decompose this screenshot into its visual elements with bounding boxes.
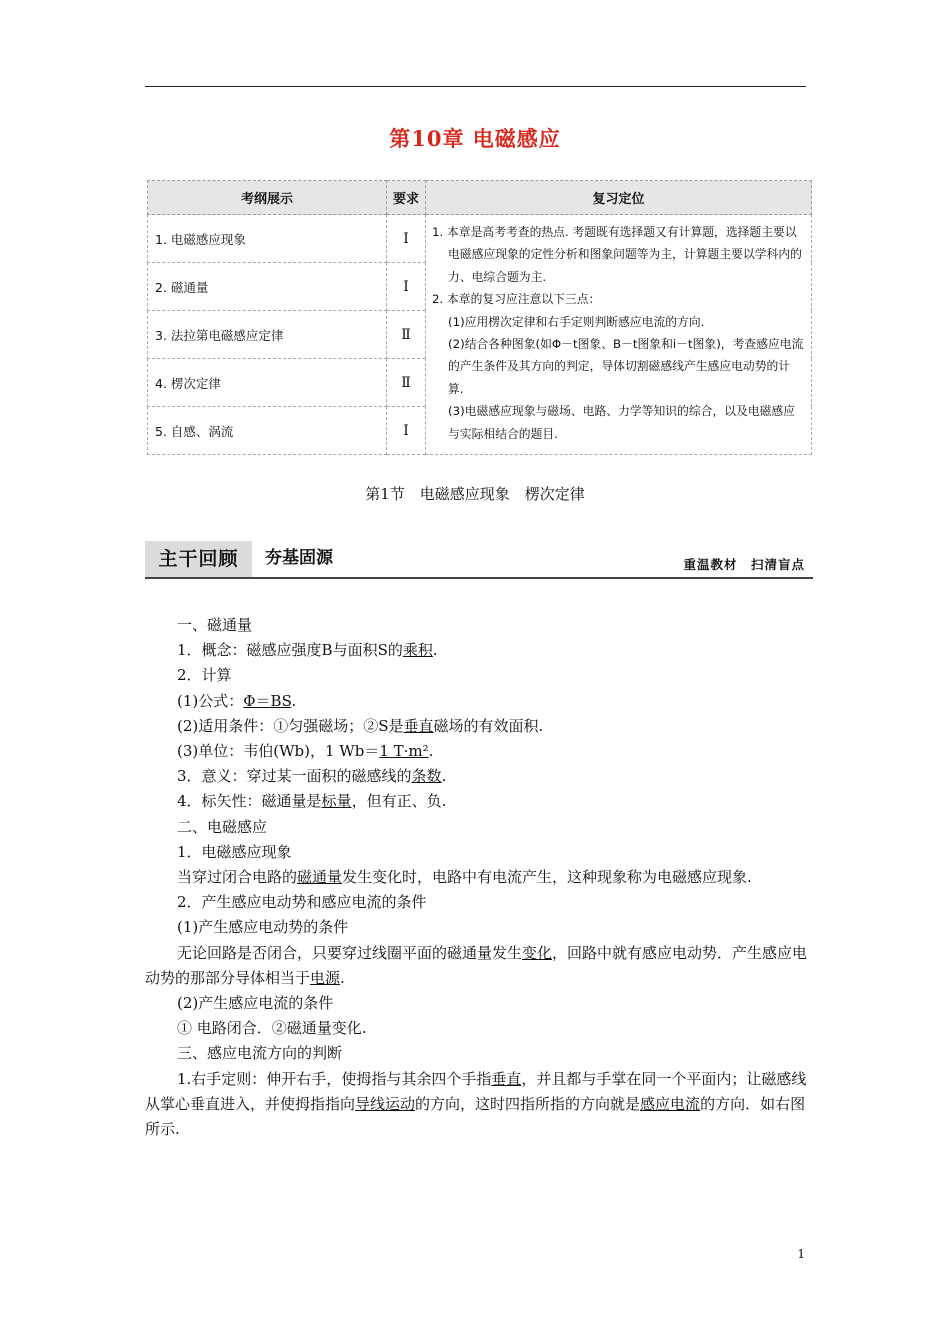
header-review: 复习定位 xyxy=(426,181,812,215)
topic-cell: 1. 电磁感应现象 xyxy=(148,215,387,263)
topic-cell: 5. 自感、涡流 xyxy=(148,407,387,455)
table-header-row xyxy=(148,181,812,215)
content-body xyxy=(145,613,813,1142)
review-cell xyxy=(426,215,812,455)
paragraph: (1)产生感应电动势的条件 xyxy=(177,918,349,937)
review-point-2-2: (2)结合各种图象(如Φ－t图象、B－t图象和i－t图象)，考查感应电流的产生条件及其方向的判定，导体切割磁感线产生感应电动势的计算. xyxy=(448,337,804,396)
heading-em-induction: 二、电磁感应 xyxy=(177,817,268,836)
answer-blank: 垂直 xyxy=(403,716,434,735)
header-topic: 考纲展示 xyxy=(148,181,387,215)
header-requirement: 要求 xyxy=(387,181,426,215)
requirement-cell: Ⅰ xyxy=(387,263,426,311)
requirement-cell: Ⅱ xyxy=(387,311,426,359)
answer-blank: 磁通量 xyxy=(297,868,343,887)
heading-current-direction: 三、感应电流方向的判断 xyxy=(177,1044,343,1063)
answer-blank: 乘积 xyxy=(402,641,433,660)
paragraph: 1．概念：磁感应强度B与面积S的乘积. xyxy=(177,641,438,660)
answer-blank: 垂直 xyxy=(491,1069,522,1088)
paragraph: 当穿过闭合电路的磁通量发生变化时，电路中有电流产生，这种现象称为电磁感应现象. xyxy=(177,868,752,887)
paragraph: 1.右手定则：伸开右手，使拇指与其余四个手指垂直，并且都与手掌在同一个平面内；让磁感线从掌心垂直进入，并使拇指指向导线运动的方向，这时四指所指的方向就是感应电流的方向．如右图所示. xyxy=(145,1069,807,1139)
banner-subtitle: 夯基固源 xyxy=(265,548,333,568)
paragraph: 2．计算 xyxy=(177,666,232,685)
paragraph: ① 电路闭合．②磁通量变化. xyxy=(177,1019,367,1038)
paragraph: (1)公式：Φ＝BS. xyxy=(177,691,297,710)
paragraph: 无论回路是否闭合，只要穿过线圈平面的磁通量发生变化，回路中就有感应电动势．产生感应电动势的那部分导体相当于电源. xyxy=(145,943,808,987)
review-point-1: 1. 本章是高考考查的热点. 考题既有选择题又有计算题，选择题主要以电磁感应现象的定性分析和图象问题等为主，计算题主要以学科内的力、电综合题为主. xyxy=(432,225,802,284)
requirement-cell: Ⅰ xyxy=(387,215,426,263)
paragraph: 2．产生感应电动势和感应电流的条件 xyxy=(177,893,427,912)
banner-motto: 重温教材 扫清盲点 xyxy=(683,557,805,572)
page-number: 1 xyxy=(797,1247,805,1261)
banner-tag: 主干回顾 xyxy=(145,541,252,577)
paragraph: 1．电磁感应现象 xyxy=(177,842,292,861)
review-point-2-3: (3)电磁感应现象与磁场、电路、力学等知识的综合，以及电磁感应与实际相结合的题目. xyxy=(448,404,796,441)
topic-cell: 4. 楞次定律 xyxy=(148,359,387,407)
paragraph: 3．意义：穿过某一面积的磁感线的条数. xyxy=(177,767,447,786)
table-row xyxy=(148,215,812,263)
answer-blank: 标量 xyxy=(321,792,352,811)
answer-blank: 导线运动 xyxy=(355,1094,416,1113)
paragraph: (2)产生感应电流的条件 xyxy=(177,994,334,1013)
requirement-cell: Ⅰ xyxy=(387,407,426,455)
answer-blank: 条数 xyxy=(411,767,442,786)
syllabus-table xyxy=(147,180,812,455)
answer-blank: Φ＝BS xyxy=(243,691,292,710)
requirement-cell: Ⅱ xyxy=(387,359,426,407)
answer-blank: 变化 xyxy=(522,943,553,962)
header-rule xyxy=(145,86,806,87)
topic-cell: 3. 法拉第电磁感应定律 xyxy=(148,311,387,359)
paragraph: 4．标矢性：磁通量是标量，但有正、负. xyxy=(177,792,447,811)
paragraph: (2)适用条件：①匀强磁场；②S是垂直磁场的有效面积. xyxy=(177,716,544,735)
section-banner xyxy=(145,541,813,579)
heading-magnetic-flux: 一、磁通量 xyxy=(177,616,253,634)
chapter-title: 第10章 电磁感应 xyxy=(389,126,561,151)
paragraph: (3)单位：韦伯(Wb)，1 Wb＝1 T·m². xyxy=(177,742,434,761)
section-title: 第1节 电磁感应现象 楞次定律 xyxy=(365,485,585,503)
review-point-2-1: (1)应用楞次定律和右手定则判断感应电流的方向. xyxy=(448,314,705,329)
answer-blank: 1 T·m² xyxy=(379,742,429,761)
review-point-2: 2. 本章的复习应注意以下三点： xyxy=(432,292,601,307)
topic-cell: 2. 磁通量 xyxy=(148,263,387,311)
answer-blank: 电源 xyxy=(310,968,341,987)
answer-blank: 感应电流 xyxy=(640,1094,701,1113)
